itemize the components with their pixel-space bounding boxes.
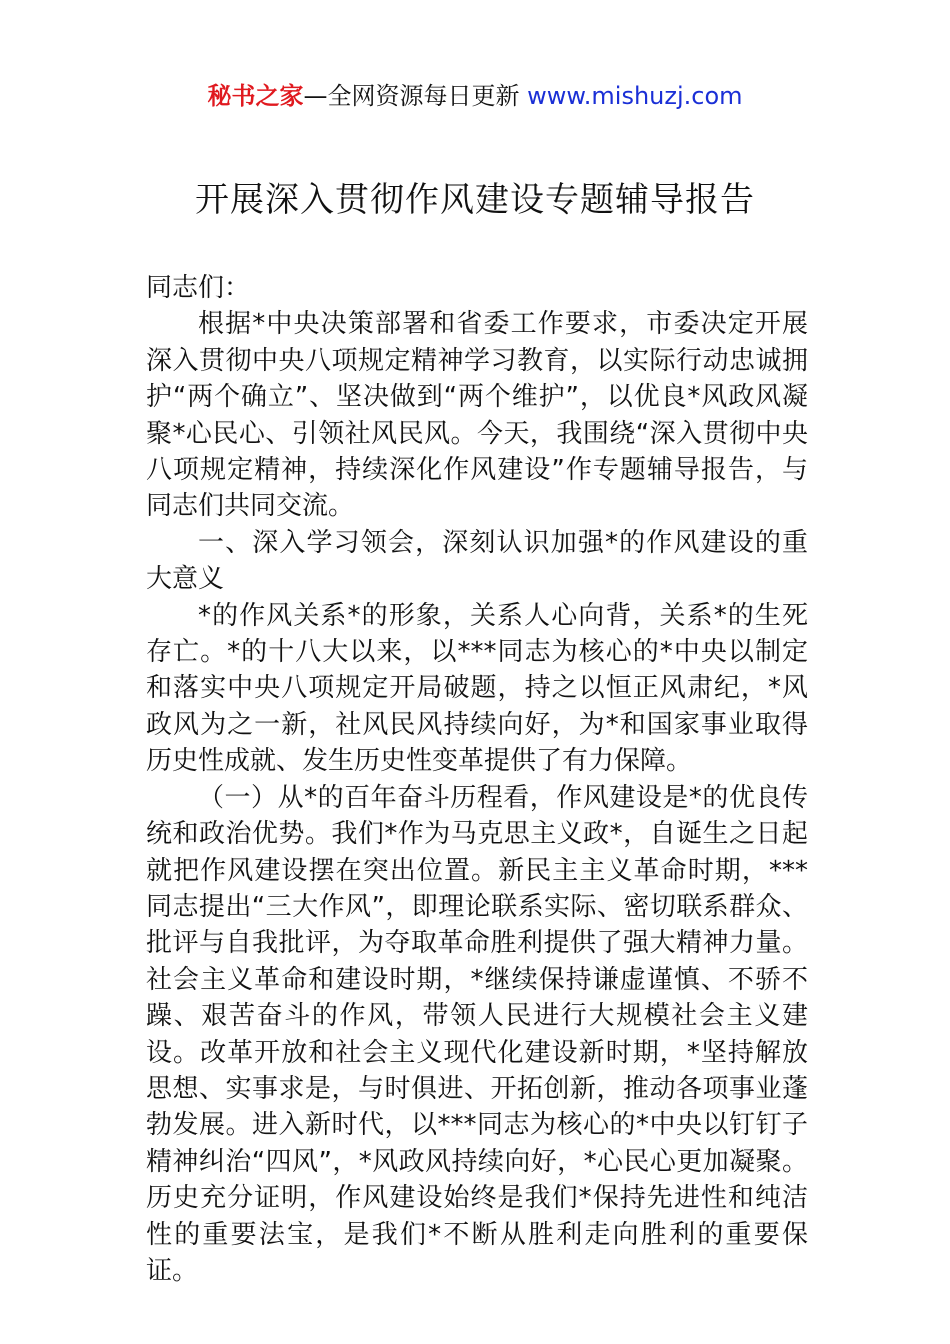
site-banner <box>0 80 950 112</box>
site-url[interactable]: www.mishuzj.com <box>527 82 743 110</box>
document-body <box>146 270 808 1289</box>
paragraph-intro: 根据*中央决策部署和省委工作要求，市委决定开展深入贯彻中央八项规定精神学习教育，以实际行动忠诚拥护“两个确立”、坚决做到“两个维护”，以优良*风政风凝聚*心民心、引领社风民风。今天，我围绕“深入贯彻中央八项规定精神，持续深化作风建设”作专题辅导报告，与同志们共同交流。 <box>146 309 808 522</box>
paragraph-section-1: *的作风关系*的形象，关系人心向背，关系*的生死存亡。*的十八大以来，以***同志为核心的*中央以制定和落实中央八项规定开局破题，持之以恒正风肃纪，*风政风为之一新，社风民风持续向好，为*和国家事业取得历史性成就、发生历史性变革提供了有力保障。 <box>146 600 808 777</box>
document-title: 开展深入贯彻作风建设专题辅导报告 <box>195 180 755 220</box>
paragraph-subsection-1: （一）从*的百年奋斗历程看，作风建设是*的优良传统和政治优势。我们*作为马克思主义政*，自诞生之日起就把作风建设摆在突出位置。新民主主义革命时期，***同志提出“三大作风”，即理论联系实际、密切联系群众、批评与自我批评，为夺取革命胜利提供了强大精神力量。社会主义革命和建设时期，*继续保持谦虚谨慎、不骄不躁、艰苦奋斗的作风，带领人民进行大规模社会主义建设。改革开放和社会主义现代化建设新时期，*坚持解放思想、实事求是，与时俱进、开拓创新，推动各项事业蓬勃发展。进入新时代，以***同志为核心的*中央以钉钉子精神纠治“四风”，*风政风持续向好，*心民心更加凝聚。历史充分证明，作风建设始终是我们*保持先进性和纯洁性的重要法宝，是我们*不断从胜利走向胜利的重要保证。 <box>146 782 808 1286</box>
site-brand: 秘书之家 <box>207 82 304 110</box>
section-heading-1: 一、深入学习领会，深刻认识加强*的作风建设的重大意义 <box>146 527 808 595</box>
site-tagline: —全网资源每日更新 <box>303 82 520 110</box>
salutation: 同志们： <box>146 273 251 303</box>
